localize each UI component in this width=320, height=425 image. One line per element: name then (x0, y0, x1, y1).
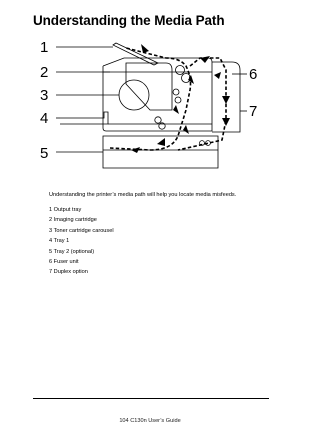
toner-carousel (119, 80, 149, 110)
tray-1 (60, 112, 108, 124)
footer-rule (33, 398, 269, 399)
callout-4: 4 (40, 110, 49, 127)
legend-item-duplex-option: 7 Duplex option (49, 269, 88, 276)
legend-item-tray-1: 4 Tray 1 (49, 238, 70, 245)
legend-item-toner-carousel: 3 Toner cartridge carousel (49, 227, 114, 234)
callout-6: 6 (249, 66, 258, 83)
page-title: Understanding the Media Path (33, 13, 225, 28)
intro-text: Understanding the printer’s media path will help you locate media misfeeds. (49, 192, 237, 198)
legend-item-imaging-cartridge: 2 Imaging cartridge (49, 217, 97, 224)
legend-item-fuser-unit: 6 Fuser unit (49, 259, 79, 266)
callout-2: 2 (40, 64, 49, 81)
legend-list (49, 205, 114, 278)
page-footer: 104 C130n User’s Guide (119, 418, 181, 424)
legend-item-output-tray: 1 Output tray (49, 207, 82, 213)
callout-3: 3 (40, 87, 49, 104)
callout-7: 7 (249, 103, 258, 120)
callout-5: 5 (40, 145, 49, 162)
imaging-cartridge (126, 63, 172, 110)
media-path-diagram (0, 0, 300, 190)
callout-1: 1 (40, 39, 49, 56)
legend-item-tray-2: 5 Tray 2 (optional) (49, 248, 95, 255)
